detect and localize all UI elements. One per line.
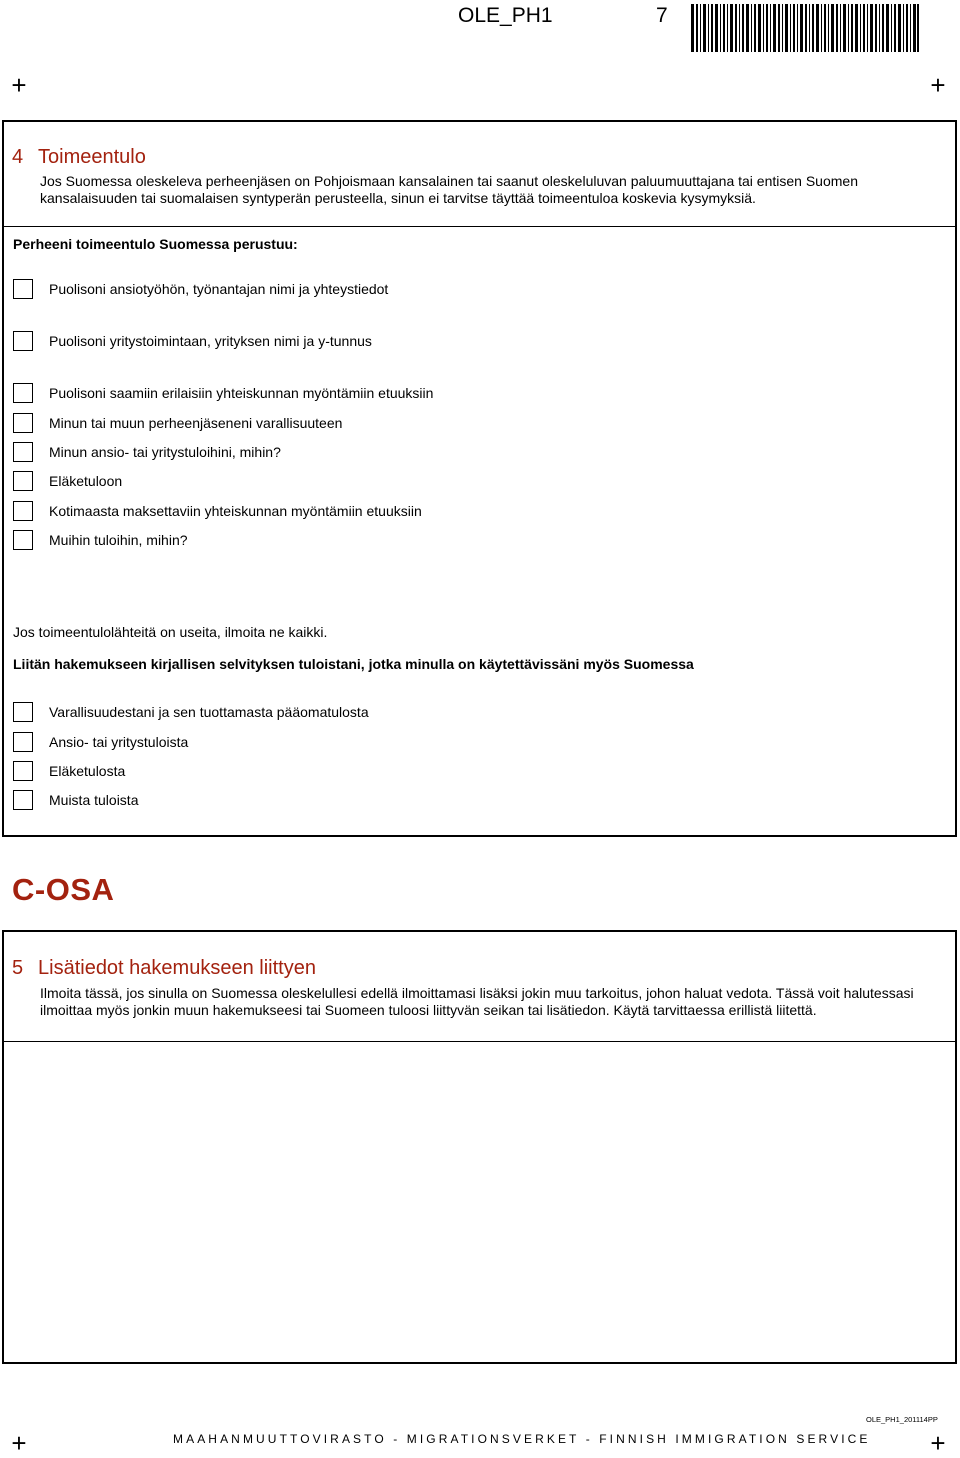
section-5-intro: Ilmoita tässä, jos sinulla on Suomessa oleskelullesi edellä ilmoittamasi lisäksi jokin muu tarkoitus, johon haluat vedota. Tässä voit halutessasi ilmoittaa myös jonkin muun hakemukseesi tai Suomeen tuloosi liittyvän seikan tai lisätiedon. Käytä tarvittaessa erillistä liitettä.: [40, 985, 914, 1018]
checkbox[interactable]: [13, 732, 33, 752]
income-option[interactable]: [13, 381, 433, 405]
checkbox[interactable]: [13, 761, 33, 781]
option-label: Minun ansio- tai yritystuloihini, mihin?: [49, 443, 281, 460]
attachment-option[interactable]: [13, 759, 125, 783]
part-c-title: C-OSA: [12, 872, 115, 907]
income-option[interactable]: [13, 411, 342, 435]
checkbox[interactable]: [13, 530, 33, 550]
option-label: Muista tuloista: [49, 791, 139, 808]
checkbox[interactable]: [13, 413, 33, 433]
form-code: OLE_PH1_201114PP: [866, 1415, 938, 1424]
attachment-option[interactable]: [13, 788, 138, 812]
barcode-icon: [691, 4, 919, 52]
checkbox[interactable]: [13, 442, 33, 462]
section-4-title: [12, 145, 146, 169]
section-number: 4: [12, 146, 24, 168]
option-label: Eläketulosta: [49, 762, 126, 779]
section-title-text: Toimeentulo: [38, 146, 146, 168]
attachment-option[interactable]: [13, 700, 369, 724]
multiple-sources-note: Jos toimeentulolähteitä on useita, ilmoita ne kaikki.: [13, 624, 328, 640]
registration-mark-icon: +: [930, 1428, 946, 1458]
checkbox[interactable]: [13, 471, 33, 491]
attachment-option[interactable]: [13, 730, 188, 754]
attachment-heading: Liitän hakemukseen kirjallisen selvityksen tuloistani, jotka minulla on käytettävissäni myös Suomessa: [13, 656, 694, 672]
checkbox[interactable]: [13, 501, 33, 521]
additional-info-field[interactable]: [2, 1040, 957, 1364]
income-option[interactable]: [13, 329, 372, 353]
option-label: Puolisoni ansiotyöhön, työnantajan nimi ja yhteystiedot: [49, 280, 389, 297]
agency-footer: MAAHANMUUTTOVIRASTO - MIGRATIONSVERKET - FINNISH IMMIGRATION SERVICE: [173, 1432, 871, 1446]
option-label: Varallisuudestani ja sen tuottamasta pääomatulosta: [49, 703, 369, 720]
form-id: OLE_PH1: [458, 4, 553, 27]
option-label: Minun tai muun perheenjäseneni varallisuuteen: [49, 414, 343, 431]
page-number: 7: [656, 4, 668, 27]
option-label: Puolisoni saamiin erilaisiin yhteiskunnan myöntämiin etuuksiin: [49, 384, 434, 401]
registration-mark-icon: +: [11, 70, 27, 100]
option-label: Puolisoni yritystoimintaan, yrityksen nimi ja y-tunnus: [49, 332, 372, 349]
income-question: Perheeni toimeentulo Suomessa perustuu:: [13, 236, 298, 252]
checkbox[interactable]: [13, 702, 33, 722]
checkbox[interactable]: [13, 279, 33, 299]
income-option[interactable]: [13, 528, 188, 552]
option-label: Kotimaasta maksettaviin yhteiskunnan myöntämiin etuuksiin: [49, 502, 422, 519]
income-option[interactable]: [13, 499, 422, 523]
checkbox[interactable]: [13, 383, 33, 403]
option-label: Ansio- tai yritystuloista: [49, 733, 189, 750]
section-number: 5: [12, 957, 24, 979]
registration-mark-icon: +: [11, 1428, 27, 1458]
registration-mark-icon: +: [930, 70, 946, 100]
section-title-text: Lisätiedot hakemukseen liittyen: [38, 957, 316, 979]
checkbox[interactable]: [13, 790, 33, 810]
income-option[interactable]: [13, 440, 281, 464]
income-option[interactable]: [13, 277, 388, 301]
option-label: Muihin tuloihin, mihin?: [49, 531, 188, 548]
section-4-intro: Jos Suomessa oleskeleva perheenjäsen on Pohjoismaan kansalainen tai saanut oleskeluluvan paluumuuttajana tai entisen Suomen kansalaisuuden tai suomalaisen syntyperän perusteella, sinun ei tarvitse täyttää toimeentuloa koskevia kysymyksiä.: [40, 173, 858, 206]
income-option[interactable]: [13, 469, 122, 493]
checkbox[interactable]: [13, 331, 33, 351]
section-5-title: [12, 956, 316, 980]
option-label: Eläketuloon: [49, 472, 123, 489]
